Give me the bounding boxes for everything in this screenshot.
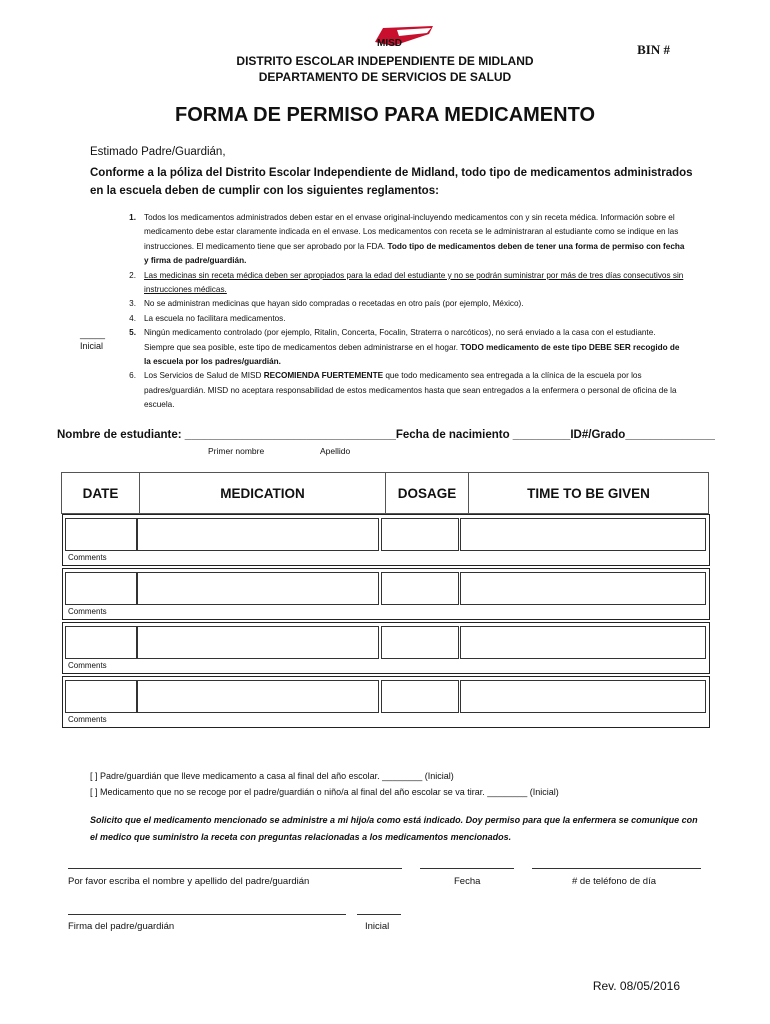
last-name-caption: Apellido <box>320 446 351 456</box>
signature-label: Firma del padre/guardián <box>68 921 175 932</box>
rule-2: 2. Las medicinas sin receta médica deben ser apropiados para la edad del estudiante y no se podrán suministrar por más de tres días consecutivos sin instrucciones médicas. <box>129 270 684 295</box>
take-home-checkbox-line[interactable]: [ ] Padre/guardián que lleve medicamento a casa al final del año escolar. ________ (Inicial) <box>90 771 454 781</box>
guardian-name-label: Por favor escriba el nombre y apellido del padre/guardián <box>68 876 310 887</box>
department-name: DEPARTAMENTO DE SERVICIOS DE SALUD <box>258 70 512 84</box>
initial-blank[interactable]: _____ <box>80 329 106 339</box>
time-column-header: TIME TO BE GIVEN <box>469 473 709 514</box>
dosage-cell[interactable] <box>381 680 459 713</box>
dosage-cell[interactable] <box>381 572 459 605</box>
date-cell[interactable] <box>65 518 137 551</box>
dosage-cell[interactable] <box>381 518 459 551</box>
request-statement: Solicito que el medicamento mencionado se administre a mi hijo/a como está indicado. Doy permiso para que la enfermera se comunique con el medico que suministro la receta con preguntas relacionadas a los medicamentos mencionados. <box>90 815 698 842</box>
date-line[interactable] <box>420 868 514 869</box>
first-name-caption: Primer nombre <box>208 446 265 456</box>
rule-4: 4. La escuela no facilitara medicamentos. <box>129 313 286 323</box>
student-info-line[interactable]: Nombre de estudiante: _________________________________Fecha de nacimiento _________ID#/Grado______________ <box>57 429 715 441</box>
misd-logo <box>373 24 435 48</box>
form-title: FORMA DE PERMISO PARA MEDICAMENTO <box>174 104 595 126</box>
date-cell[interactable] <box>65 572 137 605</box>
initial-label: Inicial <box>80 341 104 351</box>
medication-row <box>62 622 710 674</box>
intro-paragraph: Conforme a la póliza del Distrito Escolar Independiente de Midland, todo tipo de medicamentos administrados en la escuela deben de cumplir con los siguientes reglamentos: <box>90 167 693 197</box>
discard-checkbox-line[interactable]: [ ] Medicamento que no se recoge por el padre/guardián o niño/a al final del año escolar se va tirar. ________ (Inicial) <box>90 787 559 797</box>
initial-line[interactable] <box>357 914 401 915</box>
medication-cell[interactable] <box>137 518 379 551</box>
bin-number-label: BIN # <box>637 42 670 57</box>
rule-5: 5. Ningún medicamento controlado (por ejemplo, Ritalin, Concerta, Focalin, Straterra o narcóticos), no será enviado a la casa con el estudiante. Siempre que sea posible, este tipo de medicamentos deben administrarse en el hogar. TODO medicamento de este tipo DEBE SER recogido de la escuela por los padres/guardián. <box>129 328 680 367</box>
medication-cell[interactable] <box>137 626 379 659</box>
medication-row <box>62 568 710 620</box>
date-cell[interactable] <box>65 680 137 713</box>
greeting: Estimado Padre/Guardián, <box>90 146 226 158</box>
comments-label: Comments <box>68 661 107 670</box>
dosage-cell[interactable] <box>381 626 459 659</box>
phone-label: # de teléfono de día <box>572 876 656 887</box>
date-cell[interactable] <box>65 626 137 659</box>
medication-cell[interactable] <box>137 572 379 605</box>
time-cell[interactable] <box>460 626 706 659</box>
signature-line[interactable] <box>68 914 346 915</box>
comments-label: Comments <box>68 607 107 616</box>
time-cell[interactable] <box>460 680 706 713</box>
guardian-name-line[interactable] <box>68 868 402 869</box>
date-label: Fecha <box>454 876 481 887</box>
initial-signature-label: Inicial <box>365 921 390 932</box>
time-cell[interactable] <box>460 572 706 605</box>
medication-table-header <box>61 472 709 514</box>
time-cell[interactable] <box>460 518 706 551</box>
medication-row <box>62 514 710 566</box>
district-name: DISTRITO ESCOLAR INDEPENDIENTE DE MIDLAND <box>236 54 534 68</box>
comments-label: Comments <box>68 715 107 724</box>
rule-3: 3. No se administran medicinas que hayan sido compradas o recetadas en otro país (por ejemplo, México). <box>129 299 524 309</box>
rules-list <box>90 211 685 413</box>
rule-6: 6. Los Servicios de Salud de MISD RECOMIENDA FUERTEMENTE que todo medicamento sea entregada a la clínica de la escuela por los padres/guardián. MISD no aceptara responsabilidad de estos medicamentos hasta que sean entregados a la enfermera o personal de oficina de la escuela. <box>129 371 677 410</box>
medication-row <box>62 676 710 728</box>
rule-1: 1. Todos los medicamentos administrados deben estar en el envase original-incluyendo medicamentos con y sin receta médica. Información sobre el medicamento debe estar claramente indicada en el envase. Los medicamentos con receta se le administraran al estudiante como se indique en las instrucciones. El medicamento tiene que ser aprobado por la FDA. Todo tipo de medicamentos deben de tener una forma de permiso con fecha y firma de padre/guardián. <box>129 213 685 266</box>
dosage-column-header: DOSAGE <box>386 473 469 514</box>
phone-line[interactable] <box>532 868 701 869</box>
checkbox-options <box>90 768 559 800</box>
svg-text:MISD: MISD <box>377 38 402 48</box>
comments-label: Comments <box>68 553 107 562</box>
medication-column-header: MEDICATION <box>140 473 386 514</box>
date-column-header: DATE <box>62 473 140 514</box>
medication-cell[interactable] <box>137 680 379 713</box>
revision-date: Rev. 08/05/2016 <box>592 979 680 993</box>
